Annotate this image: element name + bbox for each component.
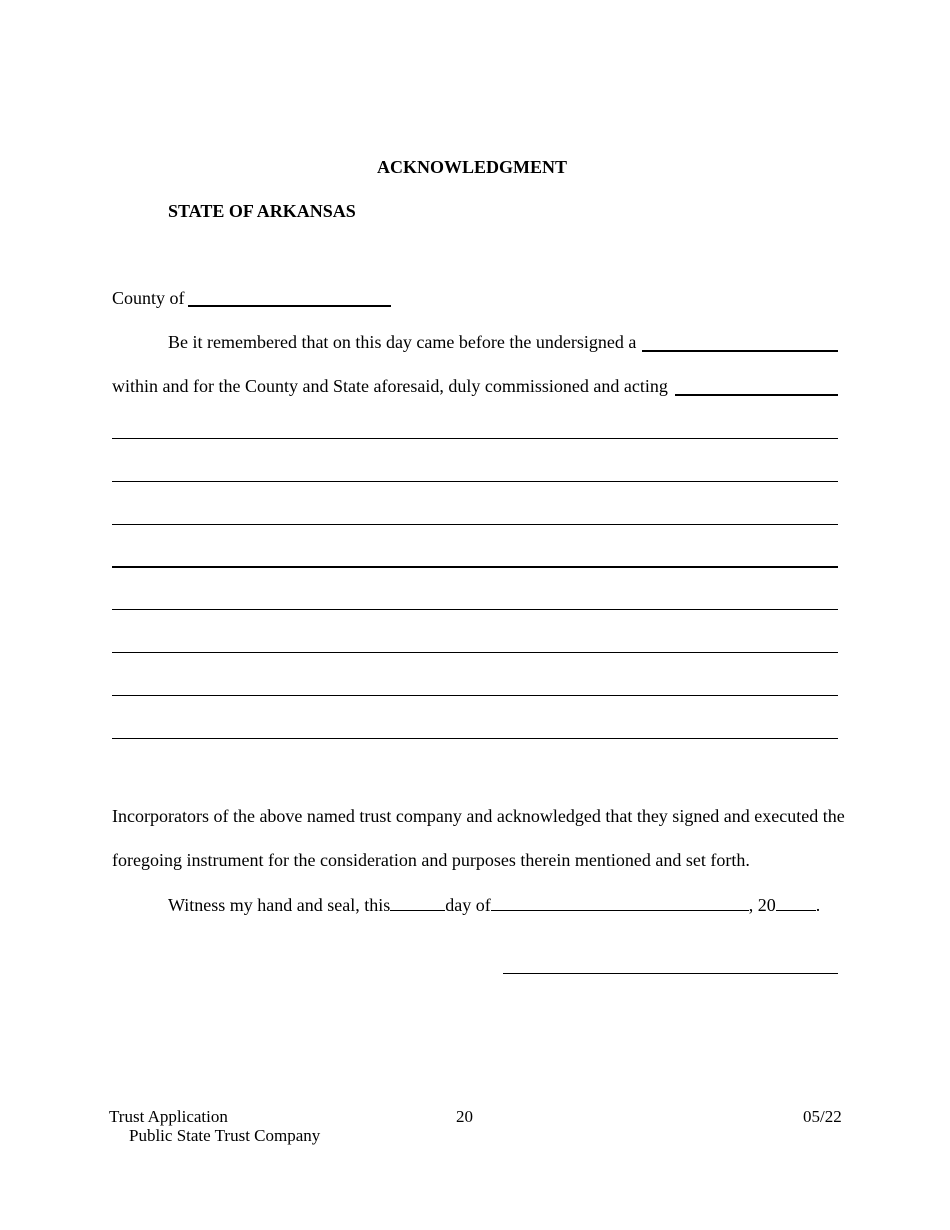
acting-field[interactable] [675, 394, 838, 396]
witness-month-field[interactable] [491, 894, 749, 911]
county-label: County of [112, 288, 185, 308]
signature-line[interactable] [503, 973, 838, 974]
blank-line-6[interactable] [112, 652, 838, 653]
blank-line-5[interactable] [112, 609, 838, 610]
page-number: 20 [456, 1107, 473, 1126]
incorporators-line-2: foregoing instrument for the consideration and purposes therein mentioned and set forth. [112, 850, 750, 870]
witness-year-field[interactable] [776, 894, 816, 911]
blank-line-7[interactable] [112, 695, 838, 696]
footer-left-line-1: Trust Application [109, 1107, 228, 1126]
incorporators-line-1: Incorporators of the above named trust company and acknowledged that they signed and executed the [112, 806, 845, 826]
county-row [112, 288, 185, 309]
witness-day-field[interactable] [390, 894, 445, 911]
document-heading: ACKNOWLEDGMENT [377, 157, 568, 177]
witness-end: . [815, 895, 821, 915]
witness-year-prefix: , 20 [748, 895, 776, 915]
blank-line-8[interactable] [112, 738, 838, 739]
witness-prefix: Witness my hand and seal, this [168, 895, 391, 915]
footer-left-line-2: Public State Trust Company [129, 1126, 321, 1145]
witness-row [168, 894, 820, 916]
blank-line-2[interactable] [112, 481, 838, 482]
witness-day-of: day of [445, 895, 491, 915]
blank-line-4[interactable] [112, 566, 838, 568]
blank-line-3[interactable] [112, 524, 838, 525]
revision-date: 05/22 [803, 1107, 842, 1126]
state-heading: STATE OF ARKANSAS [168, 201, 356, 221]
paragraph-line-1: Be it remembered that on this day came before the undersigned a [168, 332, 637, 352]
blank-line-1[interactable] [112, 438, 838, 439]
paragraph-line-2: within and for the County and State aforesaid, duly commissioned and acting [112, 376, 668, 396]
undersigned-field[interactable] [642, 350, 838, 352]
county-field[interactable] [188, 305, 391, 307]
